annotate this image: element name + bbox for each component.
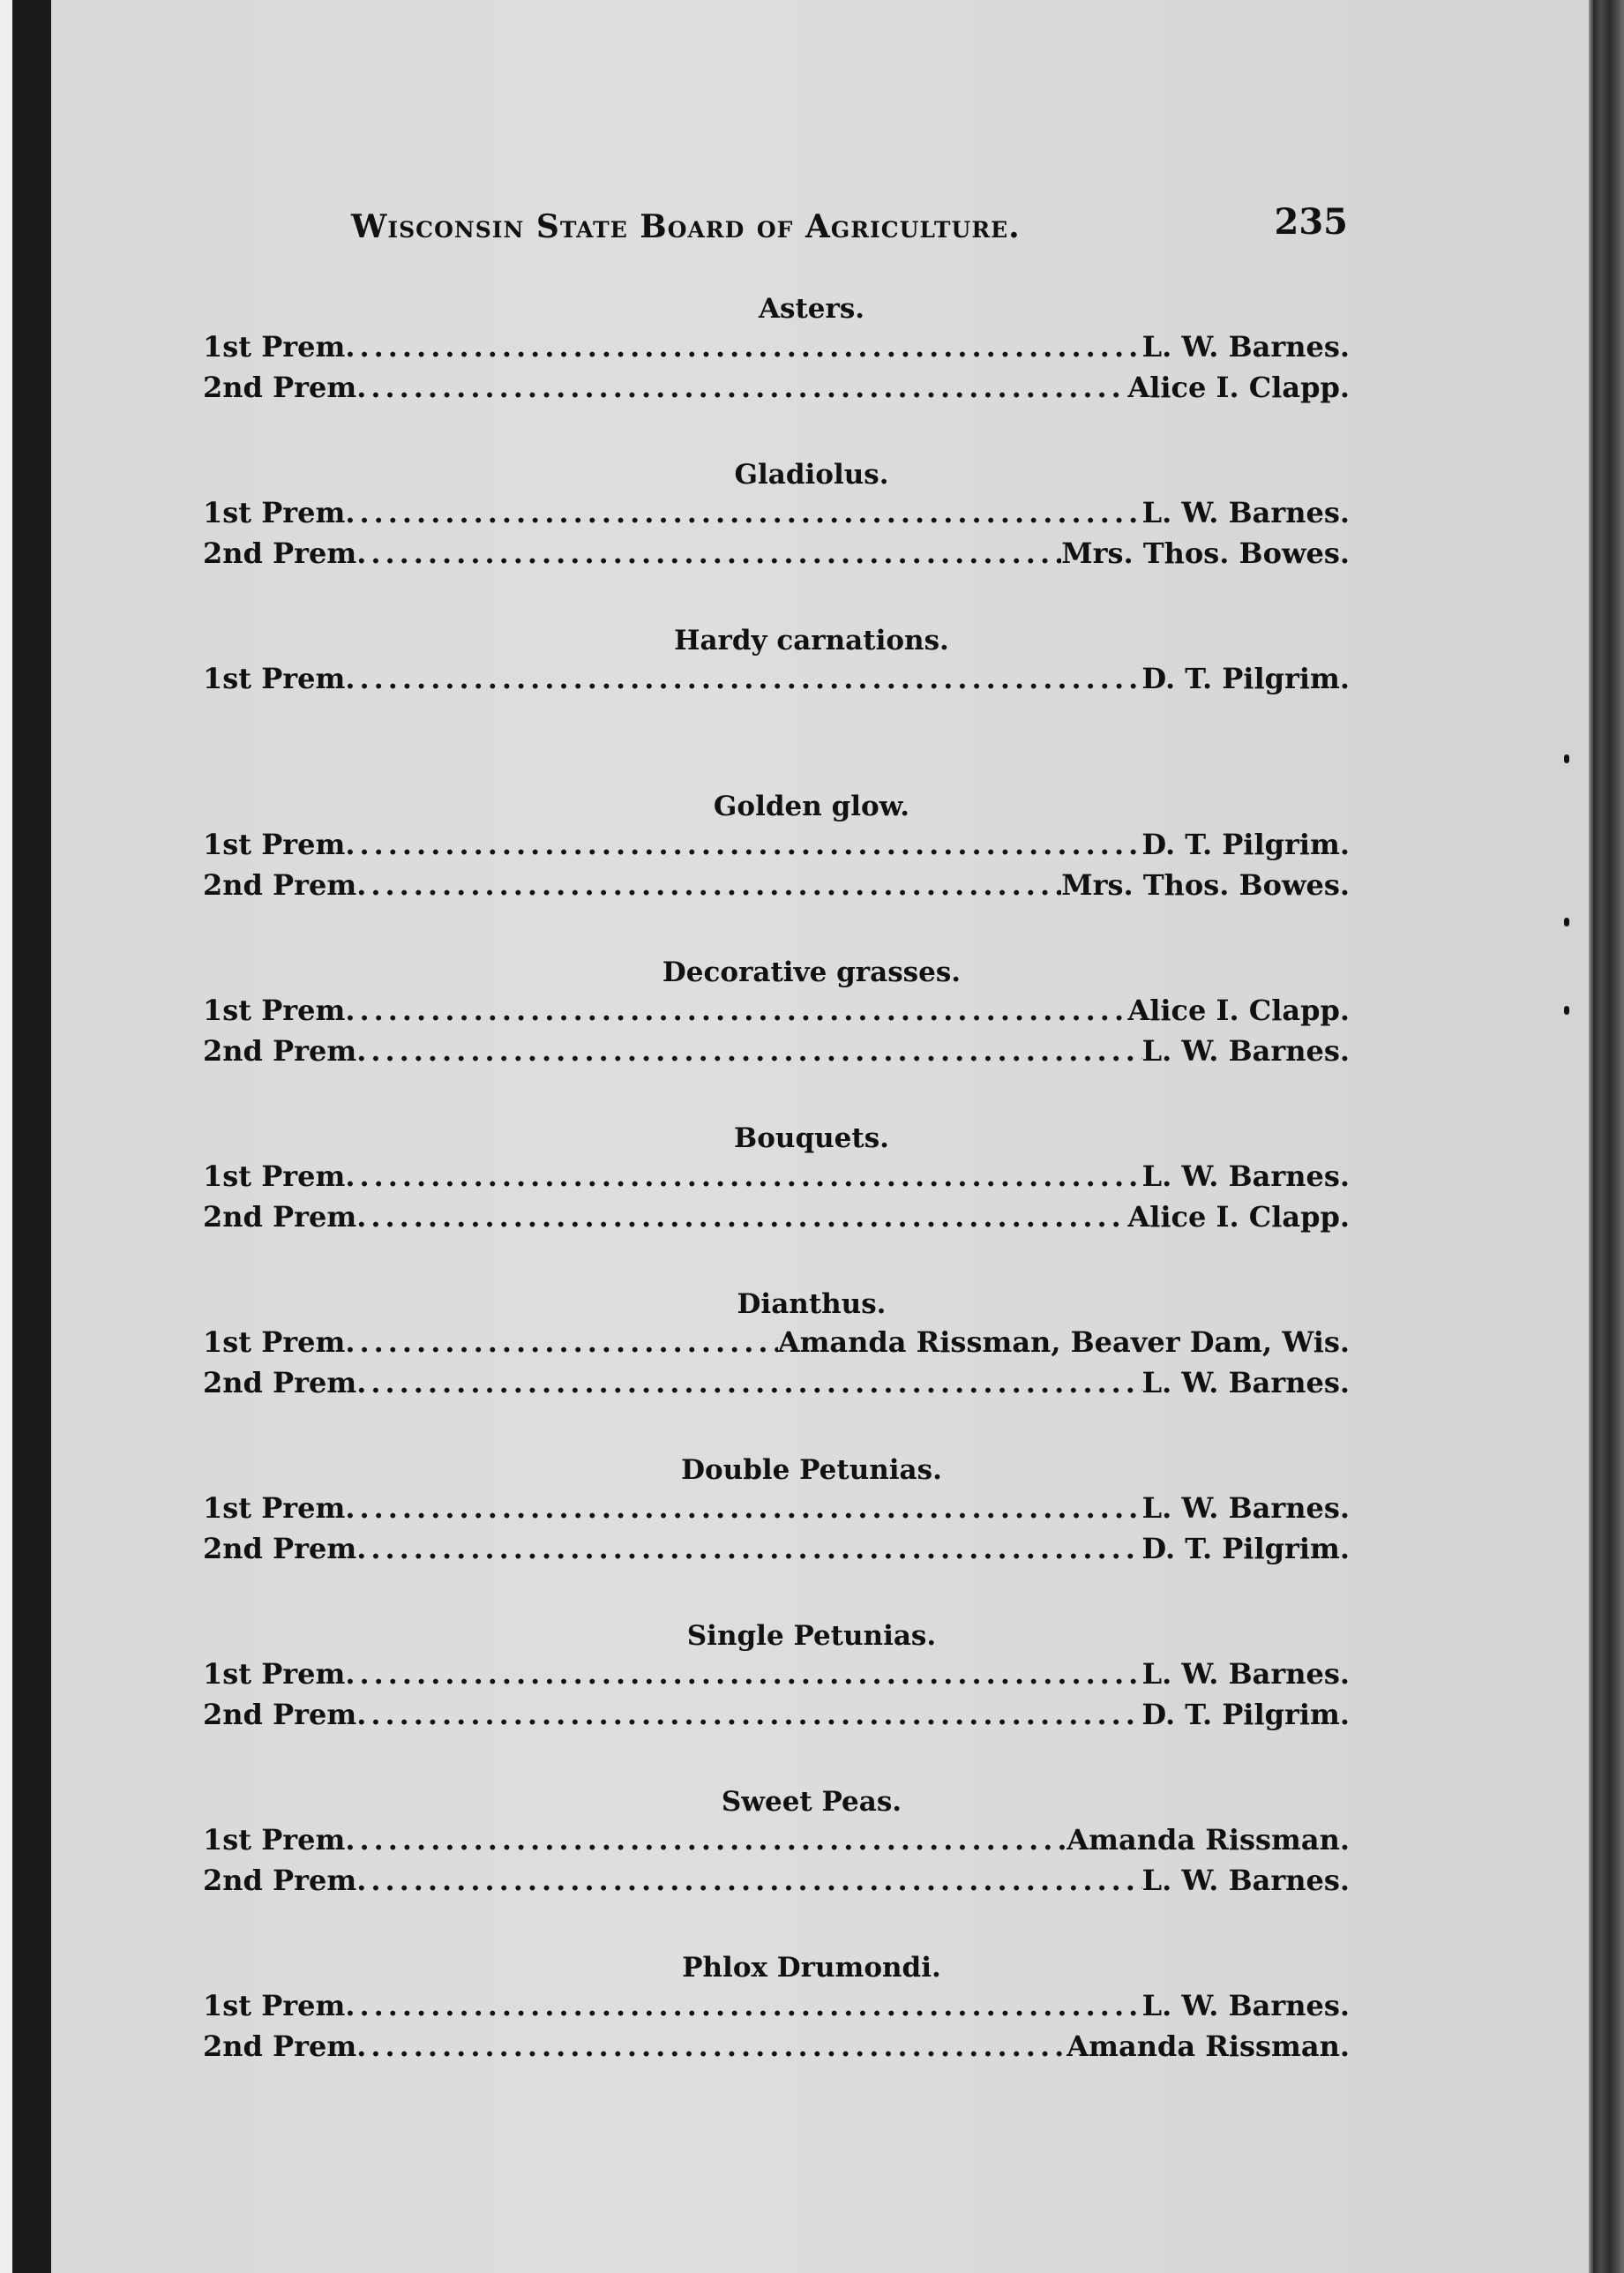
award-section (203, 1950, 1350, 2116)
dot-leader (345, 330, 1141, 364)
dot-leader (345, 1325, 777, 1359)
premium-rank: 1st Prem (203, 1159, 346, 1193)
award-section (203, 457, 1350, 623)
award-row (203, 1989, 1350, 2029)
dot-leader (356, 1034, 1141, 1068)
winner-name: Mrs. Thos. Bowes. (1061, 536, 1350, 570)
dot-leader (345, 1491, 1141, 1525)
award-row (203, 1823, 1350, 1864)
winner-name: L. W. Barnes. (1141, 330, 1350, 364)
award-section (203, 955, 1350, 1121)
award-row (203, 330, 1350, 371)
award-section (203, 291, 1350, 457)
winner-name: Amanda Rissman, Beaver Dam, Wis. (777, 1325, 1350, 1359)
dot-leader (356, 1200, 1127, 1234)
winner-name: L. W. Barnes. (1141, 1864, 1350, 1897)
premium-rank: 1st Prem (203, 496, 346, 529)
award-row (203, 1491, 1350, 1532)
winner-name: D. T. Pilgrim. (1141, 828, 1350, 861)
award-row (203, 536, 1350, 577)
section-title: Single Petunias. (686, 1620, 937, 1652)
dot-leader (345, 662, 1141, 695)
premium-rank: 2nd Prem (203, 1532, 357, 1565)
winner-name: L. W. Barnes. (1141, 1657, 1350, 1691)
premium-rank: 1st Prem (203, 662, 346, 695)
dot-leader (356, 371, 1127, 404)
premium-rank: 1st Prem (203, 1491, 346, 1525)
premium-rank: 2nd Prem (203, 1366, 357, 1399)
section-title: Double Petunias. (681, 1454, 942, 1486)
winner-name: L. W. Barnes. (1141, 496, 1350, 529)
winner-name: Amanda Rissman. (1066, 2029, 1350, 2063)
section-title: Gladiolus. (734, 459, 889, 491)
book-page (51, 0, 1589, 2273)
section-title: Golden glow. (713, 791, 910, 822)
winner-name: L. W. Barnes. (1141, 1491, 1350, 1525)
award-row (203, 1200, 1350, 1241)
dot-leader (345, 1159, 1141, 1193)
dot-leader (356, 1366, 1141, 1399)
dot-leader (356, 1532, 1141, 1565)
winner-name: Mrs. Thos. Bowes. (1061, 868, 1350, 902)
premium-rank: 2nd Prem (203, 536, 357, 570)
premium-rank: 1st Prem (203, 1325, 346, 1359)
section-title: Sweet Peas. (721, 1786, 902, 1818)
award-row (203, 1698, 1350, 1738)
scan-speck (1564, 1006, 1569, 1015)
award-section (203, 1618, 1350, 1784)
section-title: Hardy carnations. (674, 625, 949, 656)
scan-edge-right (1589, 0, 1624, 2273)
premium-rank: 2nd Prem (203, 1698, 357, 1731)
dot-leader (345, 496, 1141, 529)
page-header (351, 201, 1348, 254)
winner-name: Alice I. Clapp. (1127, 1200, 1350, 1234)
section-title: Phlox Drumondi. (682, 1952, 941, 1984)
award-row (203, 868, 1350, 909)
award-row (203, 1325, 1350, 1366)
premium-rank: 1st Prem (203, 994, 346, 1027)
dot-leader (345, 1657, 1141, 1691)
winner-name: L. W. Barnes. (1141, 1366, 1350, 1399)
dot-leader (356, 1864, 1141, 1897)
premium-rank: 2nd Prem (203, 868, 357, 902)
award-section (203, 1784, 1350, 1950)
premium-rank: 2nd Prem (203, 1864, 357, 1897)
scan-edge-left (0, 0, 12, 2273)
award-row (203, 2029, 1350, 2070)
premium-list (203, 291, 1350, 2116)
winner-name: Amanda Rissman. (1066, 1823, 1350, 1857)
page-number: 235 (1274, 201, 1348, 243)
scan-speck (1564, 918, 1569, 926)
premium-rank: 2nd Prem (203, 2029, 357, 2063)
award-row (203, 1034, 1350, 1075)
running-title: Wisconsin State Board of Agriculture. (351, 208, 1021, 245)
award-section (203, 1121, 1350, 1287)
award-row (203, 496, 1350, 536)
premium-rank: 2nd Prem (203, 1200, 357, 1234)
award-row (203, 828, 1350, 868)
winner-name: L. W. Barnes. (1141, 1159, 1350, 1193)
award-section (203, 1287, 1350, 1452)
dot-leader (345, 828, 1141, 861)
premium-rank: 2nd Prem (203, 371, 357, 404)
premium-rank: 1st Prem (203, 330, 346, 364)
award-row (203, 662, 1350, 702)
award-row (203, 371, 1350, 411)
winner-name: L. W. Barnes. (1141, 1034, 1350, 1068)
award-row (203, 994, 1350, 1034)
dot-leader (345, 994, 1127, 1027)
dot-leader (345, 1823, 1066, 1857)
dot-leader (356, 868, 1061, 902)
dot-leader (345, 1989, 1141, 2022)
dot-leader (356, 1698, 1141, 1731)
winner-name: L. W. Barnes. (1141, 1989, 1350, 2022)
award-row (203, 1657, 1350, 1698)
winner-name: D. T. Pilgrim. (1141, 662, 1350, 695)
section-title: Asters. (758, 293, 865, 325)
award-row (203, 1366, 1350, 1407)
premium-rank: 1st Prem (203, 828, 346, 861)
award-section (203, 789, 1350, 955)
section-title: Decorative grasses. (662, 956, 962, 988)
winner-name: Alice I. Clapp. (1127, 994, 1350, 1027)
premium-rank: 1st Prem (203, 1989, 346, 2022)
section-title: Bouquets. (734, 1122, 889, 1154)
section-title: Dianthus. (737, 1288, 887, 1320)
award-row (203, 1159, 1350, 1200)
scan-speck (1564, 754, 1569, 763)
winner-name: D. T. Pilgrim. (1141, 1532, 1350, 1565)
premium-rank: 1st Prem (203, 1823, 346, 1857)
dot-leader (356, 2029, 1066, 2063)
winner-name: D. T. Pilgrim. (1141, 1698, 1350, 1731)
premium-rank: 2nd Prem (203, 1034, 357, 1068)
award-section (203, 623, 1350, 789)
award-row (203, 1532, 1350, 1572)
award-section (203, 1452, 1350, 1618)
winner-name: Alice I. Clapp. (1127, 371, 1350, 404)
premium-rank: 1st Prem (203, 1657, 346, 1691)
scan-binding-shadow (12, 0, 51, 2273)
dot-leader (356, 536, 1061, 570)
award-row (203, 1864, 1350, 1904)
